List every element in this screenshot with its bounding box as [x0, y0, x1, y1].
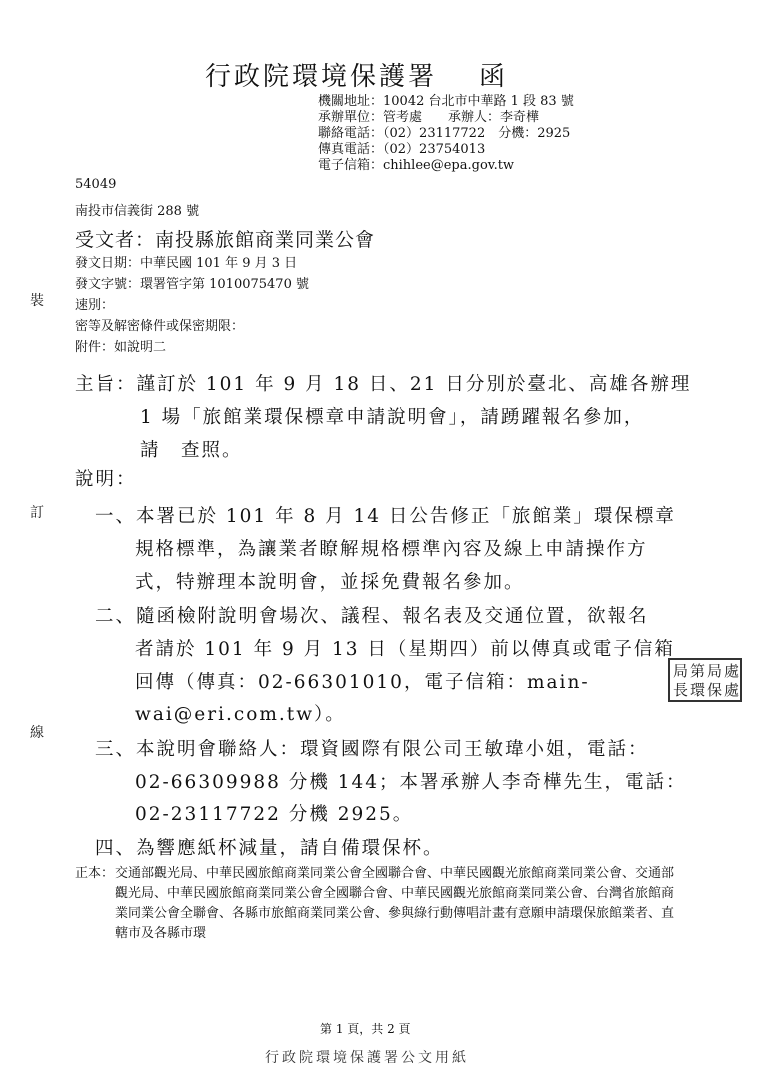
copies-label: 正本： [75, 866, 115, 881]
contact-email: 電子信箱：chihlee@epa.gov.tw [318, 158, 515, 173]
document-title [205, 56, 508, 93]
recipient: 受文者：南投縣旅館商業同業公會 [75, 229, 376, 251]
issue-number: 發文字號：環署管字第 1010075470 號 [75, 277, 309, 292]
contact-phone: 聯絡電話：（02）23117722 分機：2925 [318, 126, 571, 141]
binding-mark-ding: 訂 [30, 505, 44, 521]
subject-line-2: 1 場「旅館業環保標章申請說明會」，請踴躍報名參加， [140, 407, 645, 428]
seal-char-8: 處 [724, 681, 740, 699]
seal-char-1: 局 [673, 662, 689, 680]
secrecy-level: 密等及解密條件或保密期限： [75, 319, 245, 334]
official-seal-stamp [668, 658, 742, 702]
subject-line-1: 主旨：謹訂於 101 年 9 月 18 日、21 日分別於臺北、高雄各辦理 [75, 374, 692, 395]
issue-date: 發文日期：中華民國 101 年 9 月 3 日 [75, 256, 298, 271]
contact-fax: 傳真電話：（02）23754013 [318, 142, 486, 157]
copies-block [75, 864, 685, 944]
binding-mark-xian: 線 [30, 725, 44, 741]
contact-unit: 承辦單位：管考處 承辦人：李奇樺 [318, 110, 540, 125]
seal-char-5: 長 [673, 681, 689, 699]
seal-char-7: 保 [707, 681, 723, 699]
contact-block [318, 94, 574, 174]
recipient-address: 南投市信義街 288 號 [75, 204, 200, 219]
seal-char-3: 局 [707, 662, 723, 680]
subject-line-3: 請 查照。 [140, 440, 243, 461]
seal-char-2: 第 [690, 662, 706, 680]
explanation-item-3-line-1: 三、本說明會聯絡人：環資國際有限公司王敏瑋小姐，電話： [95, 739, 649, 760]
explanation-item-1-line-3: 式，特辦理本說明會，並採免費報名參加。 [135, 572, 525, 593]
binding-mark-zhuang: 裝 [30, 293, 44, 309]
delivery-speed: 速別： [75, 298, 115, 313]
agency-name: 行政院環境保護署 [205, 62, 438, 92]
explanation-item-2-line-3: 回傳（傳真：02-66301010，電子信箱：main- [135, 672, 590, 693]
attachment: 附件：如說明二 [75, 340, 167, 355]
explanation-item-3-line-3: 02-23117722 分機 2925。 [135, 804, 414, 825]
explanation-item-2-line-4: wai@eri.com.tw）。 [135, 704, 346, 725]
document-kind: 函 [479, 62, 509, 92]
seal-char-6: 環 [690, 681, 706, 699]
explanation-item-4-line-1: 四、為響應紙杯減量，請自備環保杯。 [95, 838, 444, 859]
page-number: 第 1 頁，共 2 頁 [320, 1022, 411, 1036]
explanation-item-2-line-1: 二、隨函檢附說明會場次、議程、報名表及交通位置，欲報名 [95, 606, 649, 627]
postal-code: 54049 [75, 177, 117, 192]
contact-address: 機關地址：10042 台北市中華路 1 段 83 號 [318, 94, 574, 109]
explanation-item-3-line-2: 02-66309988 分機 144；本署承辦人李奇樺先生，電話： [135, 772, 687, 793]
explanation-label: 說明： [75, 469, 137, 490]
footer-paper-label: 行政院環境保護署公文用紙 [265, 1050, 469, 1066]
explanation-item-1-line-1: 一、本署已於 101 年 8 月 14 日公告修正「旅館業」環保標章 [95, 506, 676, 527]
explanation-item-2-line-2: 者請於 101 年 9 月 13 日（星期四）前以傳真或電子信箱 [135, 639, 675, 660]
explanation-item-1-line-2: 規格標準，為讓業者瞭解規格標準內容及線上申請操作方 [135, 539, 648, 560]
copies-recipients: 交通部觀光局、中華民國旅館商業同業公會全國聯合會、中華民國觀光旅館商業同業公會、交通部觀光局、中華民國旅館商業同業公會全國聯合會、中華民國觀光旅館商業同業公會、台灣省旅館商業同業公會全聯會、各縣市旅館商業同業公會、參與綠行動傳唱計畫有意願申請環保旅館業者、直轄市及各縣市環 [115, 866, 675, 941]
seal-char-4: 處 [724, 662, 740, 680]
